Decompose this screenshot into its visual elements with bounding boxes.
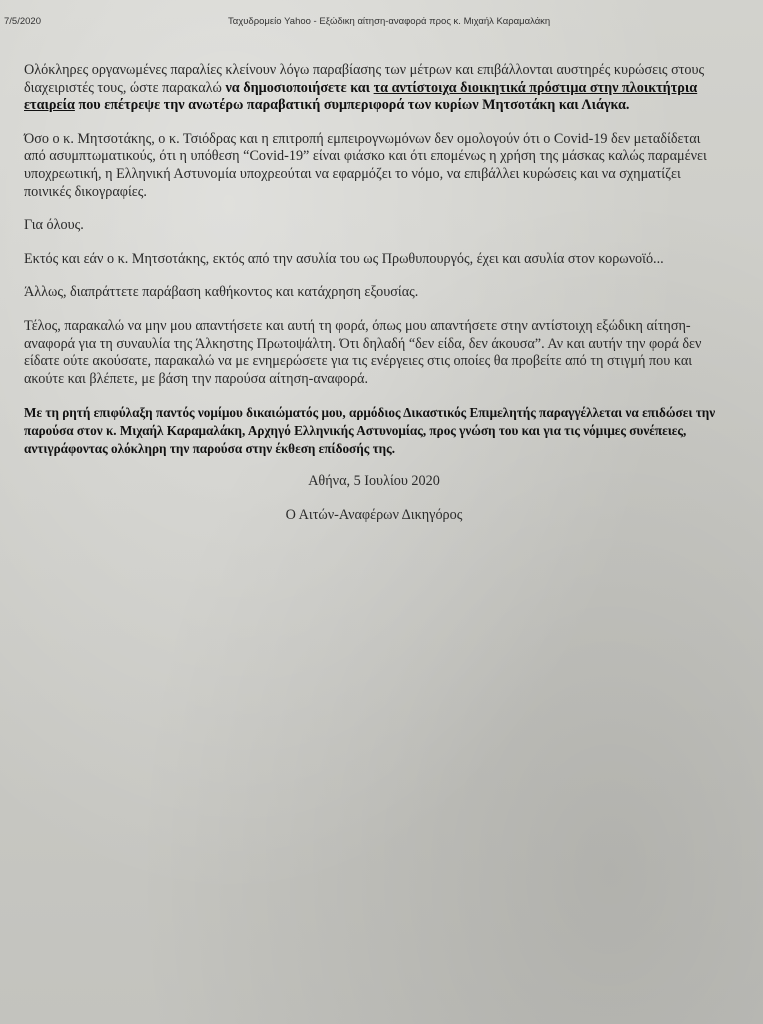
paragraph-beaches-bold-end: που επέτρεψε την ανωτέρω παραβατική συμπεριφορά των κυρίων Μητσοτάκη και Λιάγκα. [74, 97, 630, 114]
paragraph-reservation: Με τη ρητή επιφύλαξη παντός νομίμου δικαιώματός μου, αρμόδιος Δικαστικός Επιμελητής παραγγέλλεται να επιδώσει την παρούσα στον κ. Μιχαήλ Καραμαλάκη, Αρχηγό Ελληνικής Αστυνομίας, προς γνώση του και για τις νόμιμες συνέπειες, αντιγράφοντας ολόκληρη την παρούσα στην έκθεση επίδοσής της. [24, 405, 716, 456]
signature-line: Ο Αιτών-Αναφέρων Δικηγόρος [285, 506, 463, 523]
paragraph-immunity: Εκτός και εάν ο κ. Μητσοτάκης, εκτός από την ασυλία του ως Πρωθυπουργός, έχει και ασυλία στον κορωνοϊό... [24, 250, 664, 267]
print-header [0, 16, 763, 32]
city-date: Αθήνα, 5 Ιουλίου 2020 [308, 473, 440, 490]
paragraph-covid: Όσο ο κ. Μητσοτάκης, ο κ. Τσιόδρας και η επιτροπή εμπειρογνωμόνων δεν ομολογούν ότι ο Covid-19 δεν μεταδίδεται από ασυμπτωματικούς, ότι η υπόθεση “Covid-19” είναι φιάσκο και ότι επομένως η χρήση της μάσκας καλώς παραμένει υποχρεωτική, η Ελληνική Αστυνομία υποχρεούται να εφαρμόζει το νόμο, να επιβάλλει κυρώσεις και να σχηματίζει ποινικές δικογραφίες. [24, 130, 707, 200]
paragraph-finally: Τέλος, παρακαλώ να μην μου απαντήσετε και αυτή τη φορά, όπως μου απαντήσετε στην αντίστοιχη εξώδικη αίτηση-αναφορά για τη συναυλία της Άλκηστης Πρωτοψάλτη. Ότι δηλαδή “δεν είδα, δεν άκουσα”. Αν και αυτήν την φορά δεν είδατε ούτε ακούσατε, παρακαλώ να με ενημερώσετε για τις ενέργειες στις οποίες θα προβείτε από τη στιγμή που και ακούτε και βλέπετε, με βάση την παρούσα αίτηση-αναφορά. [24, 317, 702, 387]
paragraph-otherwise: Άλλως, διαπράττετε παράβαση καθήκοντος και κατάχρηση εξουσίας. [24, 284, 419, 301]
paragraph-beaches-underlined: τα αντίστοιχα διοικητικά πρόστιμα στην πλοικτήτρια εταιρεία [24, 79, 698, 114]
print-date: 7/5/2020 [4, 16, 41, 27]
print-title: Ταχυδρομείο Yahoo - Εξώδικη αίτηση-αναφορά προς κ. Μιχαήλ Καραμαλάκη [228, 16, 551, 27]
document-body [24, 62, 724, 540]
paragraph-beaches-text: Ολόκληρες οργανωμένες παραλίες κλείνουν λόγω παραβίασης των μέτρων και επιβάλλονται αυστηρές κυρώσεις στους διαχειριστές τους, ώστε παρακαλώ [24, 62, 705, 96]
paragraph-beaches [24, 62, 724, 115]
paragraph-for-all: Για όλους. [24, 217, 84, 234]
paragraph-beaches-bold: να δημοσιοποιήσετε και [225, 79, 374, 96]
